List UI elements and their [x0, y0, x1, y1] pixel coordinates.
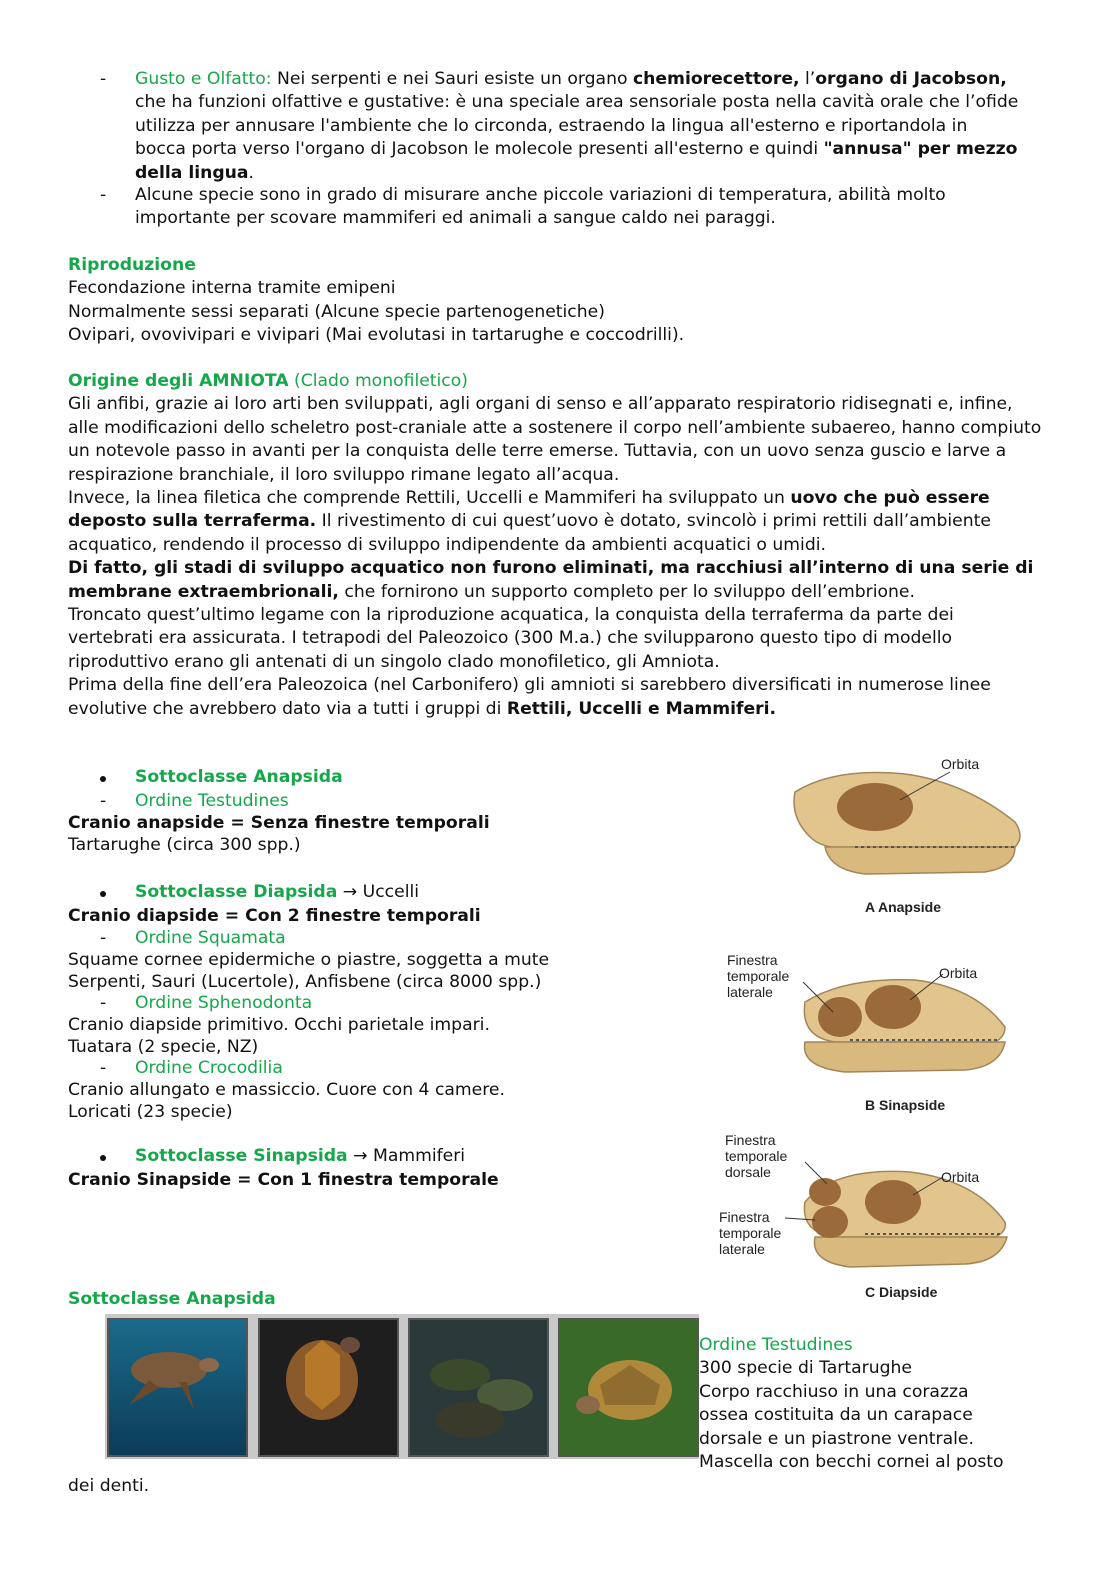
text-line: Cranio diapside primitivo. Occhi parietale impari.: [68, 1015, 490, 1035]
skull-figure: [715, 752, 1045, 1312]
paragraph: [68, 487, 1043, 557]
text: Il rivestimento di cui quest’uovo è dotato, svincolò i primi rettili dall’ambiente acquatico, rendendo il processo di sviluppo indipendente da ambienti acquatici o umidi.: [68, 511, 991, 555]
label-line: temporale: [725, 1148, 788, 1164]
text-line: 300 specie di Tartarughe: [699, 1358, 912, 1379]
text: Invece, la linea filetica che comprende Rettili, Uccelli e Mammiferi ha sviluppato un: [68, 488, 791, 509]
turtle-photo-sea: [107, 1318, 248, 1457]
text-bold: chemiorecettore,: [632, 69, 800, 89]
sinapsida-title: [135, 1145, 465, 1168]
turtle-image: [260, 1320, 397, 1455]
text-line: Squame cornee epidermiche o piastre, soggetta a mute: [68, 950, 550, 970]
arrow-right-icon: →: [353, 1146, 368, 1166]
text-line: Serpenti, Sauri (Lucertole), Anfisbene (circa 8000 spp.): [68, 972, 542, 992]
list-dash: -: [100, 928, 107, 948]
order-sphenodonta: Ordine Sphenodonta: [135, 993, 313, 1013]
text-line: Normalmente sessi separati (Alcune specie partenogenetiche): [68, 301, 605, 322]
text-bold: "annusa" per mezzo della lingua: [135, 139, 1018, 183]
label-finestra-laterale: [719, 1209, 781, 1257]
text-bold: Cranio Sinapside = Con 1 finestra temporale: [68, 1170, 499, 1190]
text-line: Cranio allungato e massiccio. Cuore con 4 camere.: [68, 1080, 505, 1100]
sinapsida-cranio: [68, 1169, 499, 1192]
text-line: Corpo racchiuso in una corazza: [699, 1381, 969, 1402]
label-line: temporale: [719, 1225, 782, 1241]
text: Prima della fine dell’era Paleozoica (nel Carbonifero) gli amnioti si sarebbero diversificati in numerose linee evolutive che avrebbero dato via a tutti i gruppi di: [68, 675, 991, 719]
text-bold: Di fatto, gli stadi di sviluppo acquatico non furono eliminati, ma racchiusi all’interno di una serie di membrane extraembrionali,: [68, 558, 1034, 602]
label-line: temporale: [727, 968, 790, 984]
text-line: Mascella con becchi cornei al posto: [699, 1452, 1004, 1473]
paragraph: [68, 557, 1043, 604]
order-testudines: Ordine Testudines: [699, 1335, 853, 1355]
paragraph: Troncato quest’ultimo legame con la riproduzione acquatica, la conquista della terraferma da parte dei vertebrati era assicurata. I tetrapodi del Paleozoico (300 M.a.) che svilupparono questo tipo di modello riproduttivo erano gli antenati di un singolo clado monofiletico, gli Amniota.: [68, 605, 954, 672]
tortoise-image: [560, 1320, 697, 1455]
label-orbita: Orbita: [941, 1169, 980, 1185]
title-rest: (Clado monofiletico): [288, 371, 468, 391]
text-line: Loricati (23 specie): [68, 1102, 233, 1122]
list-dash: -: [100, 185, 107, 205]
caption-anapside: A Anapside: [865, 899, 941, 915]
list-dash: -: [100, 993, 107, 1013]
anapsida-desc: Tartarughe (circa 300 spp.): [68, 835, 301, 855]
text-bold: organo di Jacobson,: [815, 69, 1007, 89]
list-item-temperatura: Alcune specie sono in grado di misurare anche piccole variazioni di temperatura, abilità molto importante per scovare mammiferi ed animali a sangue caldo nei paraggi.: [135, 185, 946, 229]
list-dash: -: [100, 791, 107, 811]
turtle-photo-3: [408, 1318, 549, 1457]
section-title: [68, 370, 1043, 393]
label-finestra-text: Finestra: [727, 952, 778, 968]
label-finestra-dorsale: [725, 1132, 787, 1180]
skull-anapside: [794, 756, 1020, 915]
bullet: [100, 1155, 106, 1161]
label-orbita: Orbita: [941, 756, 980, 772]
text-line: Ovipari, ovovivipari e vivipari (Mai evolutasi in tartarughe e coccodrilli).: [68, 325, 685, 346]
title: Sottoclasse Sinapsida: [135, 1146, 348, 1166]
turtles-image: [410, 1320, 547, 1455]
label-finestra-dorsale-text: Finestra: [725, 1132, 776, 1148]
label-line: laterale: [727, 984, 773, 1000]
bullet: [100, 891, 106, 897]
label-line: laterale: [719, 1241, 765, 1257]
section-title: Riproduzione: [68, 255, 196, 275]
list-dash: -: [100, 1058, 107, 1078]
sea-turtle-image: [109, 1320, 246, 1455]
gusto-label: Gusto e Olfatto:: [135, 69, 272, 89]
order-testudines: Ordine Testudines: [135, 791, 289, 811]
text-bold: Cranio anapside = Senza finestre temporali: [68, 813, 490, 833]
bottom-title: Sottoclasse Anapsida: [68, 1289, 276, 1309]
text: l’: [799, 69, 816, 89]
text: che ha funzioni olfattive e gustative: è una speciale area sensoriale posta nella cavità orale che l’ofide utilizza per annusare l'ambiente che lo circonda, estraendo la lingua all'esterno e riportandola in bocca porta verso l'organo di Jacobson le molecole presenti all'esterno e quindi: [135, 92, 1019, 160]
turtle-photo-4: [558, 1318, 699, 1457]
order-crocodilia: Ordine Crocodilia: [135, 1058, 283, 1078]
title: Sottoclasse Diapsida: [135, 882, 338, 902]
label-line: dorsale: [725, 1164, 771, 1180]
skull-sinapside: [727, 952, 1005, 1113]
paragraph: Gli anfibi, grazie ai loro arti ben sviluppati, agli organi di senso e all’apparato respiratorio ridisegnati e, infine, alle modificazioni dello scheletro post-craniale atte a sostenere il corpo nell’ambiente subaereo, hanno compiuto un notevole passo in avanti per la conquista delle terre emerse. Tuttavia, con un uovo senza guscio e larve a respirazione branchiale, il loro sviluppo rimane legato all’acqua.: [68, 394, 1042, 485]
text: che fornirono un supporto completo per lo sviluppo dell’embrione.: [338, 581, 915, 602]
text-bold: Rettili, Uccelli e Mammiferi.: [506, 698, 777, 719]
title-bold: Origine degli AMNIOTA: [68, 371, 289, 391]
turtle-photo-2: [258, 1318, 399, 1457]
skull-diapside: [719, 1132, 1007, 1300]
section-riproduzione: [68, 254, 1058, 348]
target: Uccelli: [362, 882, 420, 902]
list-dash: -: [100, 69, 107, 89]
caption-sinapside: B Sinapside: [865, 1097, 946, 1113]
label-finestra: [727, 952, 789, 1000]
text-bold: uovo che può essere deposto sulla terraferma.: [68, 488, 990, 532]
bottom-desc: [699, 1334, 1099, 1474]
arrow-right-icon: →: [342, 882, 358, 902]
label-finestra-laterale-text: Finestra: [719, 1209, 770, 1225]
text-line: Fecondazione interna tramite emipeni: [68, 278, 396, 299]
text-line: dei denti.: [68, 1476, 150, 1496]
text: .: [248, 162, 254, 183]
target: Mammiferi: [372, 1146, 466, 1166]
text-line: dorsale e un piastrone ventrale.: [699, 1428, 974, 1449]
text-line: ossea costituita da un carapace: [699, 1405, 973, 1426]
caption-diapside: C Diapside: [865, 1284, 938, 1300]
label-orbita: Orbita: [939, 965, 978, 981]
anapsida-title: Sottoclasse Anapsida: [135, 767, 343, 787]
section-origine: [68, 370, 1043, 721]
anapsida-cranio: [68, 812, 490, 835]
order-squamata: Ordine Squamata: [135, 928, 286, 948]
paragraph: [68, 674, 1043, 721]
text-line: Tuatara (2 specie, NZ): [68, 1037, 259, 1057]
text: Nei serpenti e nei Sauri esiste un organo: [271, 69, 633, 89]
text-bold: Cranio diapside = Con 2 finestre temporali: [68, 906, 481, 926]
diapsida-title: [135, 881, 419, 904]
bullet: [100, 776, 106, 782]
list-item-gusto: [135, 68, 1020, 185]
diapsida-cranio: [68, 905, 481, 928]
